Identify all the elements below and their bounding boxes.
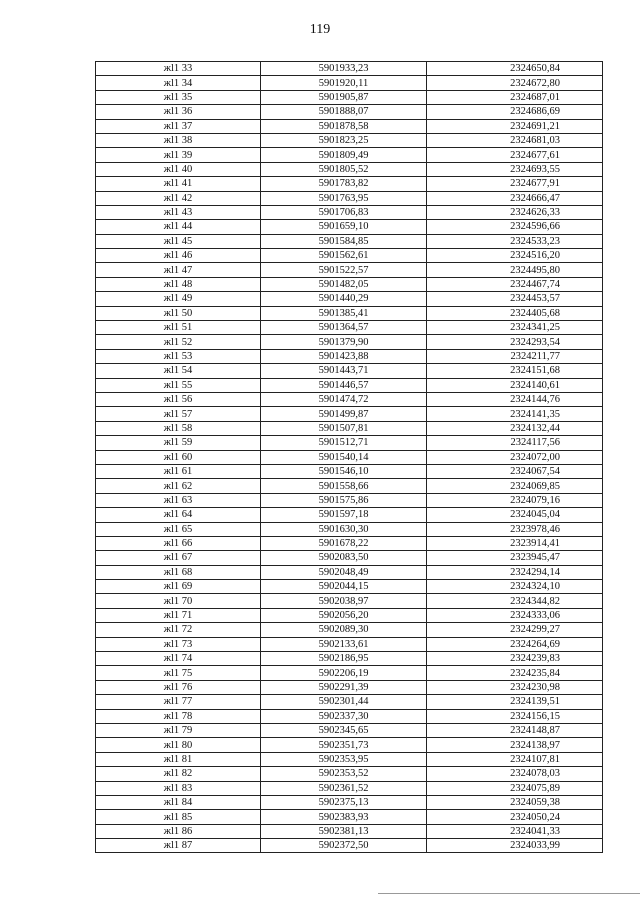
point-name-cell: жl1 35 bbox=[96, 90, 261, 104]
x-coordinate-cell: 5901499,87 bbox=[261, 407, 427, 421]
table-row bbox=[96, 652, 603, 666]
y-coordinate-cell: 2324687,01 bbox=[427, 90, 603, 104]
x-coordinate-cell: 5902133,61 bbox=[261, 637, 427, 651]
x-coordinate-cell: 5901630,30 bbox=[261, 522, 427, 536]
table-row bbox=[96, 594, 603, 608]
y-coordinate-cell: 2324075,89 bbox=[427, 781, 603, 795]
table-row bbox=[96, 321, 603, 335]
y-coordinate-cell: 2324691,21 bbox=[427, 119, 603, 133]
y-coordinate-cell: 2324467,74 bbox=[427, 277, 603, 291]
scan-edge-line bbox=[378, 893, 640, 894]
x-coordinate-cell: 5901805,52 bbox=[261, 162, 427, 176]
point-name-cell: жl1 63 bbox=[96, 493, 261, 507]
point-name-cell: жl1 37 bbox=[96, 119, 261, 133]
x-coordinate-cell: 5901522,57 bbox=[261, 263, 427, 277]
y-coordinate-cell: 2324299,27 bbox=[427, 623, 603, 637]
point-name-cell: жl1 84 bbox=[96, 795, 261, 809]
y-coordinate-cell: 2324453,57 bbox=[427, 292, 603, 306]
point-name-cell: жl1 73 bbox=[96, 637, 261, 651]
point-name-cell: жl1 56 bbox=[96, 392, 261, 406]
table-row bbox=[96, 205, 603, 219]
table-row bbox=[96, 76, 603, 90]
point-name-cell: жl1 62 bbox=[96, 479, 261, 493]
page-number: 119 bbox=[309, 22, 331, 37]
point-name-cell: жl1 67 bbox=[96, 551, 261, 565]
point-name-cell: жl1 42 bbox=[96, 191, 261, 205]
point-name-cell: жl1 80 bbox=[96, 738, 261, 752]
table-row bbox=[96, 508, 603, 522]
point-name-cell: жl1 78 bbox=[96, 709, 261, 723]
x-coordinate-cell: 5901763,95 bbox=[261, 191, 427, 205]
x-coordinate-cell: 5901507,81 bbox=[261, 421, 427, 435]
y-coordinate-cell: 2324294,14 bbox=[427, 565, 603, 579]
table-row bbox=[96, 623, 603, 637]
y-coordinate-cell: 2324140,61 bbox=[427, 378, 603, 392]
table-row bbox=[96, 392, 603, 406]
table-row bbox=[96, 695, 603, 709]
point-name-cell: жl1 44 bbox=[96, 220, 261, 234]
point-name-cell: жl1 36 bbox=[96, 105, 261, 119]
point-name-cell: жl1 70 bbox=[96, 594, 261, 608]
x-coordinate-cell: 5901706,83 bbox=[261, 205, 427, 219]
point-name-cell: жl1 83 bbox=[96, 781, 261, 795]
table-row bbox=[96, 162, 603, 176]
x-coordinate-cell: 5902372,50 bbox=[261, 839, 427, 853]
y-coordinate-cell: 2324141,35 bbox=[427, 407, 603, 421]
x-coordinate-cell: 5901546,10 bbox=[261, 464, 427, 478]
table-row bbox=[96, 364, 603, 378]
point-name-cell: жl1 74 bbox=[96, 652, 261, 666]
table-row bbox=[96, 536, 603, 550]
x-coordinate-cell: 5902186,95 bbox=[261, 652, 427, 666]
y-coordinate-cell: 2324151,68 bbox=[427, 364, 603, 378]
x-coordinate-cell: 5902044,15 bbox=[261, 580, 427, 594]
y-coordinate-cell: 2324235,84 bbox=[427, 666, 603, 680]
y-coordinate-cell: 2324211,77 bbox=[427, 349, 603, 363]
x-coordinate-cell: 5901440,29 bbox=[261, 292, 427, 306]
table-row bbox=[96, 551, 603, 565]
x-coordinate-cell: 5902353,52 bbox=[261, 767, 427, 781]
point-name-cell: жl1 49 bbox=[96, 292, 261, 306]
point-name-cell: жl1 82 bbox=[96, 767, 261, 781]
table-row bbox=[96, 565, 603, 579]
table-row bbox=[96, 795, 603, 809]
x-coordinate-cell: 5902345,65 bbox=[261, 723, 427, 737]
x-coordinate-cell: 5901562,61 bbox=[261, 249, 427, 263]
y-coordinate-cell: 2324626,33 bbox=[427, 205, 603, 219]
table-row bbox=[96, 292, 603, 306]
point-name-cell: жl1 79 bbox=[96, 723, 261, 737]
table-row bbox=[96, 349, 603, 363]
point-name-cell: жl1 76 bbox=[96, 680, 261, 694]
table-row bbox=[96, 335, 603, 349]
x-coordinate-cell: 5902038,97 bbox=[261, 594, 427, 608]
table-row bbox=[96, 263, 603, 277]
point-name-cell: жl1 71 bbox=[96, 608, 261, 622]
y-coordinate-cell: 2324045,04 bbox=[427, 508, 603, 522]
y-coordinate-cell: 2324117,56 bbox=[427, 436, 603, 450]
x-coordinate-cell: 5901933,23 bbox=[261, 62, 427, 76]
point-name-cell: жl1 81 bbox=[96, 752, 261, 766]
table-row bbox=[96, 407, 603, 421]
table-row bbox=[96, 493, 603, 507]
x-coordinate-cell: 5901423,88 bbox=[261, 349, 427, 363]
y-coordinate-cell: 2324264,69 bbox=[427, 637, 603, 651]
point-name-cell: жl1 52 bbox=[96, 335, 261, 349]
x-coordinate-cell: 5901659,10 bbox=[261, 220, 427, 234]
x-coordinate-cell: 5901888,07 bbox=[261, 105, 427, 119]
point-name-cell: жl1 69 bbox=[96, 580, 261, 594]
point-name-cell: жl1 60 bbox=[96, 450, 261, 464]
x-coordinate-cell: 5901584,85 bbox=[261, 234, 427, 248]
table-row bbox=[96, 450, 603, 464]
table-row bbox=[96, 220, 603, 234]
y-coordinate-cell: 2324148,87 bbox=[427, 723, 603, 737]
point-name-cell: жl1 75 bbox=[96, 666, 261, 680]
point-name-cell: жl1 87 bbox=[96, 839, 261, 853]
point-name-cell: жl1 54 bbox=[96, 364, 261, 378]
table-row bbox=[96, 637, 603, 651]
point-name-cell: жl1 46 bbox=[96, 249, 261, 263]
x-coordinate-cell: 5902353,95 bbox=[261, 752, 427, 766]
table-row bbox=[96, 177, 603, 191]
table-row bbox=[96, 824, 603, 838]
y-coordinate-cell: 2324677,61 bbox=[427, 148, 603, 162]
x-coordinate-cell: 5901905,87 bbox=[261, 90, 427, 104]
table-row bbox=[96, 680, 603, 694]
x-coordinate-cell: 5901540,14 bbox=[261, 450, 427, 464]
point-name-cell: жl1 61 bbox=[96, 464, 261, 478]
y-coordinate-cell: 2324650,84 bbox=[427, 62, 603, 76]
table-row bbox=[96, 148, 603, 162]
point-name-cell: жl1 43 bbox=[96, 205, 261, 219]
table-row bbox=[96, 378, 603, 392]
coordinates-table bbox=[95, 61, 603, 853]
table-row bbox=[96, 479, 603, 493]
x-coordinate-cell: 5901443,71 bbox=[261, 364, 427, 378]
x-coordinate-cell: 5901474,72 bbox=[261, 392, 427, 406]
point-name-cell: жl1 68 bbox=[96, 565, 261, 579]
y-coordinate-cell: 2324072,00 bbox=[427, 450, 603, 464]
y-coordinate-cell: 2323978,46 bbox=[427, 522, 603, 536]
point-name-cell: жl1 57 bbox=[96, 407, 261, 421]
y-coordinate-cell: 2323945,47 bbox=[427, 551, 603, 565]
x-coordinate-cell: 5901920,11 bbox=[261, 76, 427, 90]
y-coordinate-cell: 2324293,54 bbox=[427, 335, 603, 349]
table-row bbox=[96, 105, 603, 119]
point-name-cell: жl1 85 bbox=[96, 810, 261, 824]
table-row bbox=[96, 738, 603, 752]
x-coordinate-cell: 5901379,90 bbox=[261, 335, 427, 349]
point-name-cell: жl1 53 bbox=[96, 349, 261, 363]
y-coordinate-cell: 2324132,44 bbox=[427, 421, 603, 435]
y-coordinate-cell: 2324333,06 bbox=[427, 608, 603, 622]
y-coordinate-cell: 2324050,24 bbox=[427, 810, 603, 824]
y-coordinate-cell: 2324666,47 bbox=[427, 191, 603, 205]
y-coordinate-cell: 2324139,51 bbox=[427, 695, 603, 709]
x-coordinate-cell: 5901878,58 bbox=[261, 119, 427, 133]
point-name-cell: жl1 39 bbox=[96, 148, 261, 162]
y-coordinate-cell: 2324693,55 bbox=[427, 162, 603, 176]
x-coordinate-cell: 5902048,49 bbox=[261, 565, 427, 579]
x-coordinate-cell: 5901783,82 bbox=[261, 177, 427, 191]
table-row bbox=[96, 781, 603, 795]
y-coordinate-cell: 2324677,91 bbox=[427, 177, 603, 191]
y-coordinate-cell: 2324041,33 bbox=[427, 824, 603, 838]
x-coordinate-cell: 5902056,20 bbox=[261, 608, 427, 622]
x-coordinate-cell: 5901482,05 bbox=[261, 277, 427, 291]
y-coordinate-cell: 2324078,03 bbox=[427, 767, 603, 781]
x-coordinate-cell: 5902361,52 bbox=[261, 781, 427, 795]
x-coordinate-cell: 5902083,50 bbox=[261, 551, 427, 565]
x-coordinate-cell: 5902206,19 bbox=[261, 666, 427, 680]
x-coordinate-cell: 5902383,93 bbox=[261, 810, 427, 824]
x-coordinate-cell: 5901809,49 bbox=[261, 148, 427, 162]
x-coordinate-cell: 5902089,30 bbox=[261, 623, 427, 637]
point-name-cell: жl1 50 bbox=[96, 306, 261, 320]
table-row bbox=[96, 421, 603, 435]
table-row bbox=[96, 119, 603, 133]
table-row bbox=[96, 522, 603, 536]
table-row bbox=[96, 191, 603, 205]
table-row bbox=[96, 666, 603, 680]
y-coordinate-cell: 2324324,10 bbox=[427, 580, 603, 594]
y-coordinate-cell: 2324516,20 bbox=[427, 249, 603, 263]
x-coordinate-cell: 5901575,86 bbox=[261, 493, 427, 507]
y-coordinate-cell: 2324067,54 bbox=[427, 464, 603, 478]
x-coordinate-cell: 5901597,18 bbox=[261, 508, 427, 522]
x-coordinate-cell: 5901446,57 bbox=[261, 378, 427, 392]
y-coordinate-cell: 2324533,23 bbox=[427, 234, 603, 248]
y-coordinate-cell: 2324230,98 bbox=[427, 680, 603, 694]
table-row bbox=[96, 810, 603, 824]
y-coordinate-cell: 2324059,38 bbox=[427, 795, 603, 809]
table-row bbox=[96, 249, 603, 263]
x-coordinate-cell: 5901823,25 bbox=[261, 133, 427, 147]
point-name-cell: жl1 55 bbox=[96, 378, 261, 392]
point-name-cell: жl1 58 bbox=[96, 421, 261, 435]
table-row bbox=[96, 234, 603, 248]
point-name-cell: жl1 47 bbox=[96, 263, 261, 277]
y-coordinate-cell: 2324405,68 bbox=[427, 306, 603, 320]
table-row bbox=[96, 580, 603, 594]
x-coordinate-cell: 5901364,57 bbox=[261, 321, 427, 335]
x-coordinate-cell: 5902381,13 bbox=[261, 824, 427, 838]
point-name-cell: жl1 64 bbox=[96, 508, 261, 522]
point-name-cell: жl1 45 bbox=[96, 234, 261, 248]
table-row bbox=[96, 608, 603, 622]
x-coordinate-cell: 5902337,30 bbox=[261, 709, 427, 723]
point-name-cell: жl1 40 bbox=[96, 162, 261, 176]
point-name-cell: жl1 51 bbox=[96, 321, 261, 335]
table-row bbox=[96, 90, 603, 104]
table-row bbox=[96, 709, 603, 723]
point-name-cell: жl1 41 bbox=[96, 177, 261, 191]
y-coordinate-cell: 2324144,76 bbox=[427, 392, 603, 406]
table-row bbox=[96, 839, 603, 853]
table-row bbox=[96, 464, 603, 478]
coordinates-table-body bbox=[96, 62, 603, 853]
y-coordinate-cell: 2324156,15 bbox=[427, 709, 603, 723]
table-row bbox=[96, 436, 603, 450]
y-coordinate-cell: 2324107,81 bbox=[427, 752, 603, 766]
x-coordinate-cell: 5902351,73 bbox=[261, 738, 427, 752]
point-name-cell: жl1 66 bbox=[96, 536, 261, 550]
x-coordinate-cell: 5902375,13 bbox=[261, 795, 427, 809]
y-coordinate-cell: 2324341,25 bbox=[427, 321, 603, 335]
y-coordinate-cell: 2324033,99 bbox=[427, 839, 603, 853]
point-name-cell: жl1 59 bbox=[96, 436, 261, 450]
y-coordinate-cell: 2324672,80 bbox=[427, 76, 603, 90]
point-name-cell: жl1 34 bbox=[96, 76, 261, 90]
point-name-cell: жl1 38 bbox=[96, 133, 261, 147]
table-row bbox=[96, 767, 603, 781]
point-name-cell: жl1 77 bbox=[96, 695, 261, 709]
y-coordinate-cell: 2324344,82 bbox=[427, 594, 603, 608]
point-name-cell: жl1 86 bbox=[96, 824, 261, 838]
y-coordinate-cell: 2324079,16 bbox=[427, 493, 603, 507]
y-coordinate-cell: 2324495,80 bbox=[427, 263, 603, 277]
table-row bbox=[96, 306, 603, 320]
point-name-cell: жl1 65 bbox=[96, 522, 261, 536]
x-coordinate-cell: 5902291,39 bbox=[261, 680, 427, 694]
y-coordinate-cell: 2324686,69 bbox=[427, 105, 603, 119]
y-coordinate-cell: 2324681,03 bbox=[427, 133, 603, 147]
y-coordinate-cell: 2324069,85 bbox=[427, 479, 603, 493]
y-coordinate-cell: 2324138,97 bbox=[427, 738, 603, 752]
x-coordinate-cell: 5901678,22 bbox=[261, 536, 427, 550]
y-coordinate-cell: 2324596,66 bbox=[427, 220, 603, 234]
x-coordinate-cell: 5901385,41 bbox=[261, 306, 427, 320]
point-name-cell: жl1 33 bbox=[96, 62, 261, 76]
y-coordinate-cell: 2323914,41 bbox=[427, 536, 603, 550]
table-row bbox=[96, 133, 603, 147]
point-name-cell: жl1 48 bbox=[96, 277, 261, 291]
x-coordinate-cell: 5901512,71 bbox=[261, 436, 427, 450]
x-coordinate-cell: 5902301,44 bbox=[261, 695, 427, 709]
table-row bbox=[96, 723, 603, 737]
point-name-cell: жl1 72 bbox=[96, 623, 261, 637]
y-coordinate-cell: 2324239,83 bbox=[427, 652, 603, 666]
table-row bbox=[96, 62, 603, 76]
table-row bbox=[96, 277, 603, 291]
x-coordinate-cell: 5901558,66 bbox=[261, 479, 427, 493]
table-row bbox=[96, 752, 603, 766]
